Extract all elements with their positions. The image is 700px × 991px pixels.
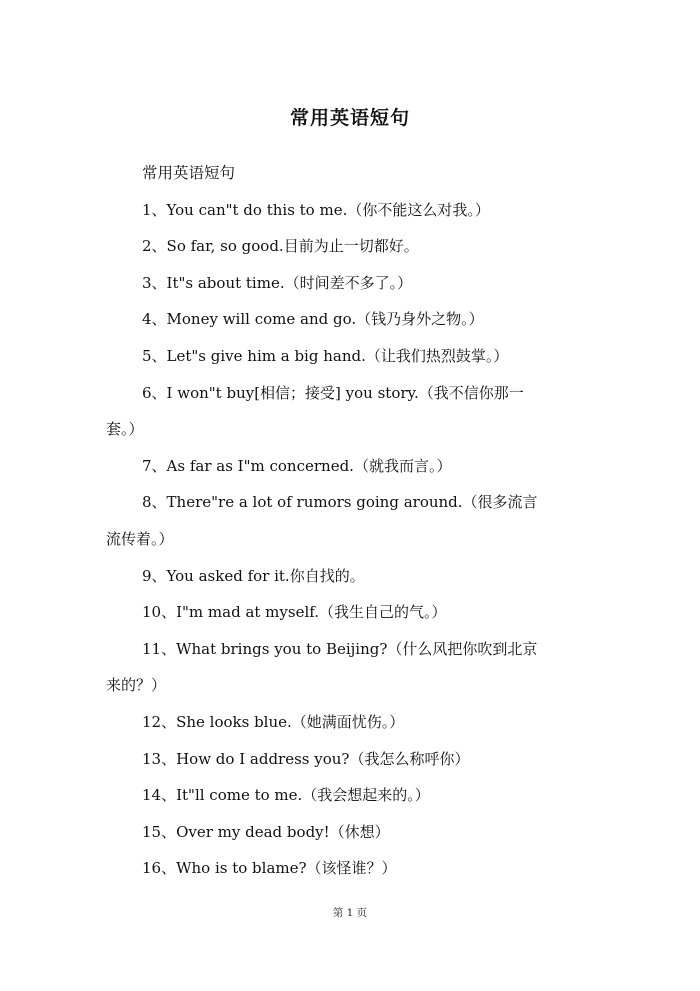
phrase-16: 16、Who is to blame?（该怪谁？） [142,859,397,878]
phrase-10: 10、I"m mad at myself.（我生自己的气。） [142,603,447,622]
phrase-2: 2、So far, so good.目前为止一切都好。 [142,237,419,256]
phrase-8-continued: 流传着。） [106,529,174,548]
phrase-3: 3、It"s about time.（时间差不多了。） [142,273,413,292]
document-title: 常用英语短句 [289,107,410,129]
page-number: 第 1 页 [332,907,368,919]
section-heading: 常用英语短句 [142,164,236,182]
phrase-9: 9、You asked for it.你自找的。 [142,566,365,585]
phrase-7: 7、As far as I"m concerned.（就我而言。） [142,456,452,475]
phrase-15: 15、Over my dead body!（休想） [142,822,390,841]
phrase-11-continued: 来的？） [106,676,167,695]
phrase-6-continued: 套。） [106,420,144,439]
phrase-5: 5、Let"s give him a big hand.（让我们热烈鼓掌。） [142,346,509,365]
phrase-12: 12、She looks blue.（她满面忧伤。） [142,712,405,731]
phrase-4: 4、Money will come and go.（钱乃身外之物。） [142,310,484,329]
phrase-8: 8、There"re a lot of rumors going around.（很多流言 [142,493,538,512]
phrase-1: 1、You can"t do this to me.（你不能这么对我。） [142,200,490,219]
phrase-13: 13、How do I address you?（我怎么称呼你） [142,749,470,768]
document-body [106,155,596,887]
phrase-11: 11、What brings you to Beijing?（什么风把你吹到北京 [142,639,538,658]
phrase-14: 14、It"ll come to me.（我会想起来的。） [142,786,430,805]
phrase-6: 6、I won"t buy[相信；接受] you story.（我不信你那一 [142,383,524,402]
